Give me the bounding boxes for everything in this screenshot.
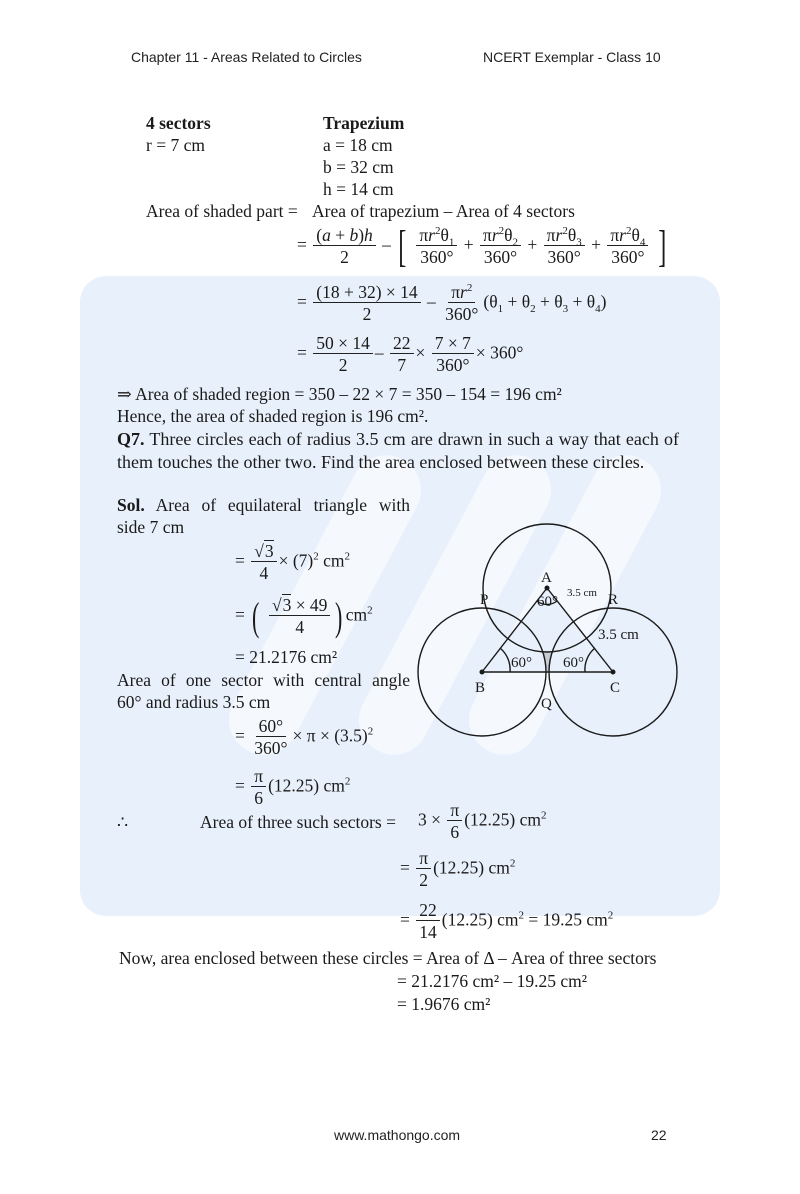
sector-step-2: = $\frac{\pi}{6}$ (12.25) $cm^2$ [235, 766, 351, 808]
vertex-a-label: A [541, 570, 552, 586]
solution-intro: Sol. Area of equilateral triangle with [117, 495, 410, 515]
trapezium-a: a = 18 cm [323, 135, 393, 155]
question-label: Q7. [117, 429, 145, 449]
question-q7 [117, 428, 679, 474]
solution-intro-2: side 7 cm [117, 517, 185, 537]
triangle-step-1: = $\frac{√3}{4}$ × $(7)^2$ $cm^2$ [235, 541, 351, 583]
point-r-label: R [608, 592, 619, 608]
three-circles-figure [410, 490, 700, 750]
shaded-region-result: ⇒ Area of shaded region = 350 – 22 × 7 = 350 – 154 = 196 cm² [117, 384, 562, 404]
vertex-c-label: C [610, 680, 621, 696]
three-sectors-label: Area of three such sectors = [200, 812, 396, 832]
shaded-part-rhs: Area of trapezium – Area of 4 sectors [312, 201, 575, 221]
radius-label-rc: 3.5 cm [598, 627, 639, 643]
three-sectors-step-2: = $\frac{\pi}{2}$ (12.25) $cm^2$ [400, 848, 516, 890]
book-title: NCERT Exemplar - Class 10 [483, 49, 661, 65]
question-text: Three circles each of radius 3.5 cm are drawn in such a way that each of them touches the other two. Find the area enclosed between these circles. [117, 429, 679, 472]
sector-step-1: = $\frac{60^\circ}{360^\circ}$ × $\pi \times (3.5)^2$ [235, 716, 374, 758]
sector-intro-2: 60° and radius 3.5 cm [117, 692, 271, 712]
triangle-result: = 21.2176 cm² [235, 647, 338, 667]
three-sectors-step-1: 3 × $\frac{\pi}{6}$ (12.25) $cm^2$ [418, 800, 547, 842]
point-p-label: P [480, 592, 489, 608]
vertex-b-label: B [475, 680, 486, 696]
angle-c-label: 60° [563, 655, 584, 671]
three-sectors-step-3: = $\frac{22}{14}$ (12.25) $cm^2 = 19.25$ $cm^2$ [400, 900, 614, 942]
triangle-step-2: = ( $\frac{√3 \times 49}{4}$ ) $cm^2$ [235, 593, 373, 639]
footer-website[interactable]: www.mathongo.com [334, 1127, 461, 1143]
angle-b-label: 60° [511, 655, 532, 671]
trapezium-b: b = 32 cm [323, 157, 394, 177]
sectors-heading: 4 sectors [146, 113, 211, 133]
shaded-part-label: Area of shaded part = [146, 201, 298, 221]
angle-a-label: 60° [537, 594, 558, 610]
shaded-region-conclusion: Hence, the area of shaded region is 196 cm². [117, 406, 429, 426]
final-step-2: = 1.9676 cm² [397, 994, 491, 1014]
trapezium-h: h = 14 cm [323, 179, 394, 199]
sector-intro: Area of one sector with central angle [117, 670, 410, 690]
sectors-radius: r = 7 cm [146, 135, 205, 155]
therefore-symbol: ∴ [117, 812, 129, 832]
final-line: Now, area enclosed between these circles = Area of Δ – Area of three sectors [119, 948, 657, 968]
radius-label-ar: 3.5 cm [567, 587, 597, 599]
chapter-title: Chapter 11 - Areas Related to Circles [131, 49, 362, 65]
solution-label: Sol. [117, 495, 145, 515]
point-q-label: Q [541, 696, 552, 712]
final-step-1: = 21.2176 cm² – 19.25 cm² [397, 971, 587, 991]
trapezium-heading: Trapezium [323, 113, 405, 133]
formula-step-3: = $\frac{50 \times 14}{2}$ – $\frac{22}{7}$ × $\frac{7 \times 7}{360^\circ}$ × 360° [297, 333, 524, 375]
formula-step-2: = $\frac{(18 + 32) \times 14}{2}$ – $\frac{\pi r^2}{360^\circ}$ $(\theta_1 + \theta_2 + \theta_3 + \theta_4)$ [297, 282, 607, 324]
formula-step-1: = $\frac{(a + b)h}{2}$ – [ $\frac{\pi r^2\theta_1}{360^\circ}$ + $\frac{\pi r^2\theta_2}{360^\circ}$ + $\frac{\pi r^2\theta_3}{360^\circ}$ + $\frac{\pi r^2\theta_4}{360^\circ}$ ] [297, 221, 667, 271]
page-number: 22 [651, 1127, 667, 1143]
